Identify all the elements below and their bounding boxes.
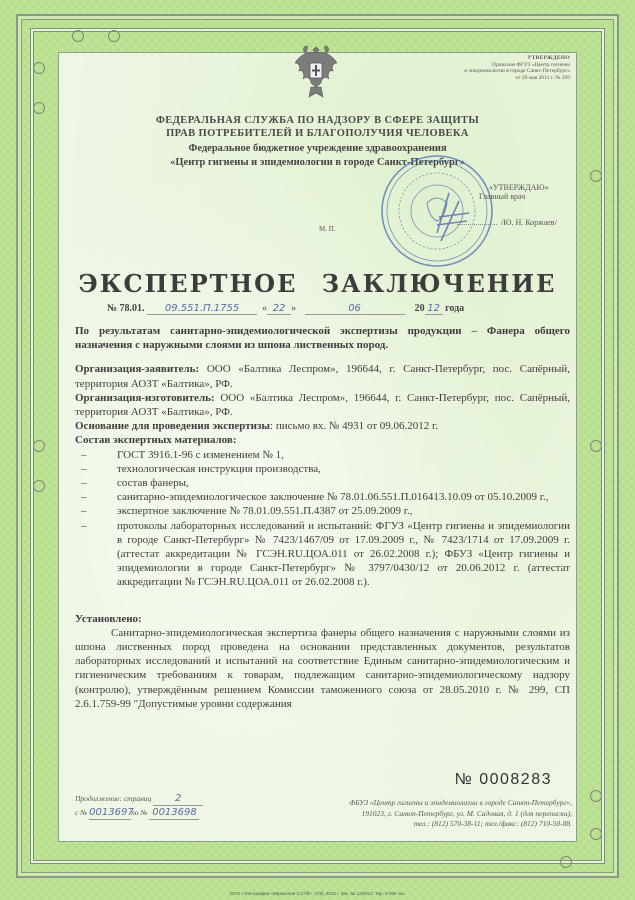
border-knot-ornament (590, 828, 602, 840)
document-day: 22 (267, 303, 291, 315)
bullet-dash: – (81, 448, 87, 461)
agency-line: ПРАВ ПОТРЕБИТЕЛЕЙ И БЛАГОПОЛУЧИЯ ЧЕЛОВЕКА (166, 128, 469, 139)
material-text: технологическая инструкция производства, (117, 462, 321, 475)
border-knot-ornament (33, 102, 45, 114)
intro-paragraph: По результатам санитарно-эпидемиологической экспертизы продукции – Фанера общего назначения с наружными слоями из шпона лиственных пород. (75, 325, 570, 352)
institution-name (59, 142, 576, 170)
approved-line: и эпидемиологии в городе Санкт-Петербург» (464, 68, 570, 74)
border-knot-ornament (33, 62, 45, 74)
border-knot-ornament (590, 170, 602, 182)
continuation-to: 0013698 (149, 806, 199, 820)
bullet-dash: – (81, 477, 87, 490)
year-suffix: года (445, 303, 465, 314)
manufacturer-paragraph (75, 391, 570, 419)
materials-list-item (75, 476, 570, 490)
institution-line: Федеральное бюджетное учреждение здравоохранения (188, 143, 447, 154)
continuation-note (75, 792, 203, 820)
institution-line: «Центр гигиены и эпидемиологии в городе Санкт-Петербург» (170, 157, 465, 168)
border-knot-ornament (72, 30, 84, 42)
organization-contacts (272, 798, 572, 830)
applicant-label: Организация-заявитель: (75, 363, 200, 376)
signer-line (457, 218, 557, 227)
border-knot-ornament (590, 790, 602, 802)
organization-line: ФБУЗ «Центр гигиены и эпидемиологии в городе Санкт-Петербург», (349, 798, 572, 807)
document-number: 09.551.П.1755 (147, 303, 257, 315)
materials-list-item (75, 504, 570, 518)
approved-note (400, 55, 570, 81)
materials-label: Состав экспертных материалов: (75, 434, 237, 447)
manufacturer-value: ООО «Балтика Леспром», 196644, г. Санкт-Петербург, пос. Сапёрный, территория АОЗТ «Балтика», РФ. (75, 391, 571, 419)
continuation-pages: 2 (153, 792, 203, 806)
conclusion-text (75, 324, 570, 711)
material-text: санитарно-эпидемиологическое заключение № 78.01.06.551.П.016413.10.09 от 05.10.2009 г., (117, 491, 549, 504)
official-round-stamp-icon (379, 153, 495, 269)
organization-line: тел.: (812) 570-38-11; тел./факс: (812) 710-50-88. (413, 819, 572, 828)
basis-value: : письмо вх. № 4931 от 09.06.2012 г. (270, 420, 439, 433)
serial-number: № 0008283 (454, 771, 552, 788)
document-title: ЭКСПЕРТНОЕ ЗАКЛЮЧЕНИЕ (78, 269, 557, 298)
border-knot-ornament (33, 480, 45, 492)
material-text: состав фанеры, (117, 477, 189, 490)
material-text: протоколы лабораторных исследований и испытаний: ФГУЗ «Центр гигиены и эпидемиологии в городе Санкт-Петербург» № 7423/1467/09 от 17.09.2009 г., № 7423/1714 от 17.09.2009 г. (аттестат аккредитации № ГСЭН.RU.ЦОА.011 от 26.02.2008 г.); ФБУЗ «Центр гигиены и эпидемиологии в городе Санкт-Петербург» № 3797/0430/12 от 20.06.2012 г. (аттестат аккредитации № ГСЭН.RU.ЦОА.011 от 26.02.2008 г.). (117, 519, 570, 589)
materials-list-item (75, 448, 570, 462)
approved-line: Приказом ФГУЗ «Центр гигиены (492, 61, 570, 68)
continuation-from: 0013697 (89, 807, 134, 818)
number-prefix: № 78.01. (107, 303, 145, 314)
document-number-line: № 78.01. 09.551.П.1755 « 22 » 06 20 12 года (107, 303, 465, 314)
signature-line (457, 224, 497, 225)
basis-paragraph (75, 419, 570, 433)
document-body (58, 52, 577, 842)
established-paragraph: Санитарно-эпидемиологическая экспертиза фанеры общего назначения с наружными слоями из шпона лиственных пород проведена на основании представленных документов, результатов лабораторных исследований и испытаний на соответствие Единым санитарно-эпидемиологическим и гигиеническим требованиям к товарам, подлежащим санитарно-эпидемиологическому надзору (контролю), утверждённым решением Комиссии таможенного союза от 28.05.2010 г. № 299, СП 2.6.1.759-99 "Допустимые уровни содержания (75, 626, 570, 710)
applicant-value: ООО «Балтика Леспром», 196644, г. Санкт-Петербург, пос. Сапёрный, территория АОЗТ «Балтика», РФ. (75, 363, 570, 390)
from-label: с № (75, 808, 88, 817)
approved-title: УТВЕРЖДЕНО (527, 55, 570, 61)
basis-label: Основание для проведения экспертизы (75, 420, 271, 433)
bullet-dash: – (81, 491, 87, 504)
established-label: Установлено: (75, 612, 142, 625)
bullet-dash: – (81, 462, 87, 475)
material-text: экспертное заключение № 78.01.09.551.П.4387 от 25.09.2009 г., (117, 505, 413, 518)
to-label: по № (131, 808, 148, 817)
organization-line: 191023, г. Санкт-Петербург, ул. М. Садовая, д. 1 (для переписки), (361, 808, 572, 818)
materials-list-item (75, 519, 570, 590)
approved-line: от 20 мая 2011 г. № 269 (515, 74, 570, 81)
agency-line: ФЕДЕРАЛЬНАЯ СЛУЖБА ПО НАДЗОРУ В СФЕРЕ ЗАЩИТЫ (155, 115, 480, 126)
bullet-dash: – (81, 519, 87, 532)
material-text: ГОСТ 3916.1-96 с изменением № 1, (117, 448, 284, 461)
continuation-label: Продолжение: страниц (75, 794, 152, 803)
seal-place-label: М. П. (319, 225, 336, 233)
approval-label: «УТВЕРЖДАЮ» (489, 183, 549, 192)
approval-block (479, 183, 549, 201)
document-year: 12 (425, 303, 443, 315)
applicant-paragraph (75, 362, 570, 390)
document-month: 06 (305, 303, 405, 315)
bullet-dash: – (81, 505, 87, 518)
manufacturer-label: Организация-изготовитель: (75, 391, 215, 404)
printer-imprint: ООО «Типография «Еврокопия 2 СПб», СПб, 2012 г. Зак. № 1200/13. Тир. 5 000 экз. (229, 891, 406, 896)
year-prefix: 20 (414, 303, 425, 314)
approval-role: Главный врач (479, 192, 526, 201)
border-knot-ornament (33, 440, 45, 452)
border-knot-ornament (560, 856, 572, 868)
border-knot-ornament (590, 440, 602, 452)
materials-list-item (75, 462, 570, 476)
agency-name (59, 114, 576, 140)
materials-list-item (75, 490, 570, 504)
border-knot-ornament (108, 30, 120, 42)
signer-name: /Ю. Н. Коржаев/ (501, 218, 557, 227)
double-headed-eagle-emblem-icon (291, 41, 341, 101)
